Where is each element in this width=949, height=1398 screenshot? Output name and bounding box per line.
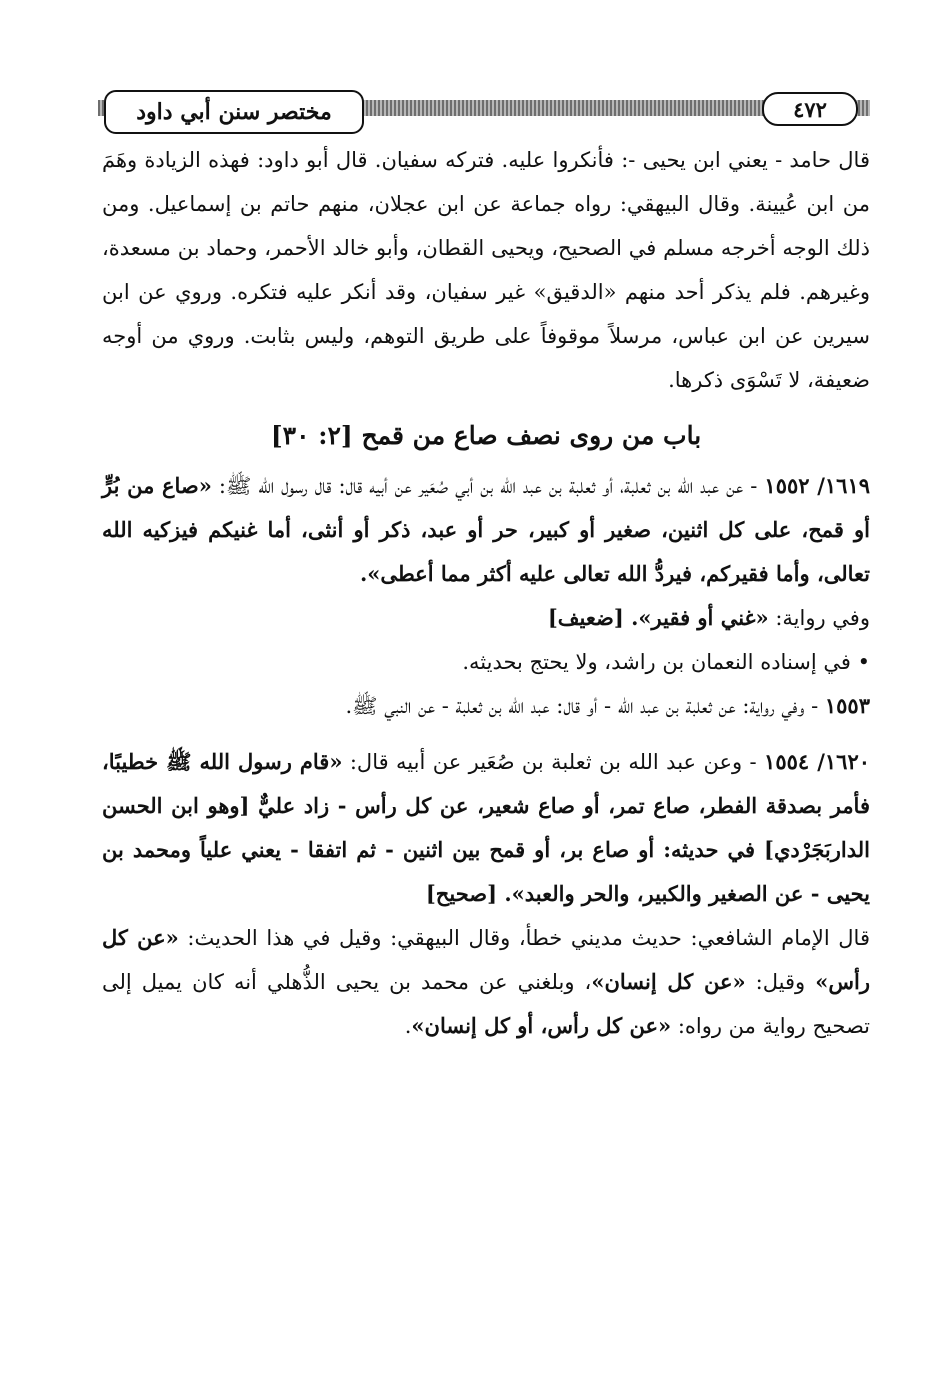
hadith-number: ١٥٥٣ [824,693,870,718]
quote-segment: «عن كل رأس» [102,925,870,994]
text-segment: ، وبلغني عن محمد بن يحيى الذُّهلي أنه كان يميل إلى تصحيح رواية من رواه: [102,970,870,1038]
isnad-note: • في إسناده النعمان بن راشد، ولا يحتج بحديثه. [462,650,870,674]
book-title: مختصر سنن أبي داود [104,90,364,134]
riwaya-text: «غني أو فقير». [ضعيف] [547,605,769,630]
text-segment: قال الإمام الشافعي: حديث مديني خطأ، وقال البيهقي: وقيل في هذا الحديث: [178,926,870,950]
hadith-1553 [102,684,870,728]
text-segment: وقيل: [745,970,816,994]
hadith-text: - وفي رواية: عن ثعلبة بن عبد الله - أو قال: عبد الله بن ثعلبة - عن النبي ﷺ. [345,694,825,718]
paragraph-final [102,916,870,1048]
hadith-text: «قام رسول الله ﷺ خطيبًا، فأمر بصدقة الفطر، صاع تمر، أو صاع شعير، عن كل رأس - زاد عليٌّ [وهو ابن الحسن الداربَجَرْدي] في حديثه: أو صاع بر، أو قمح بين اثنين - ثم اتفقا - يعني علياً ومحمد بن يحيى - عن الصغير والكبير، والحر والعبد». [صحيح] [102,749,870,906]
page-content [102,138,870,1048]
quote-segment: «عن كل إنسان» [591,969,746,994]
paragraph-commentary: قال حامد - يعني ابن يحيى -: فأنكروا عليه. فتركه سفيان. قال أبو داود: فهذه الزيادة وهَمَ من ابن عُيينة. وقال البيهقي: رواه جماعة عن ابن عجلان، منهم حاتم بن إسماعيل. ومن ذلك الوجه أخرجه مسلم في الصحيح، ويحيى القطان، وأبو خالد الأحمر، وحماد بن مسعدة، وغيرهم. فلم يذكر أحد منهم «الدقيق» غير سفيان، وقد أنكر عليه فتكره. وروي عن ابن سيرين عن ابن عباس، مرسلاً موقوفاً على طريق التوهم، وليس بثابت. وروي من أوجه ضعيفة، لا تَسْوَى ذكرها. [102,148,870,392]
chapter-heading: باب من روى نصف صاع من قمح [٢: ٣٠] [270,421,702,450]
hadith-number: ١٦١٩/ ١٥٥٢ [764,473,871,498]
running-header [98,94,870,130]
riwaya-label: وفي رواية: [768,606,870,630]
hadith-1619 [102,464,870,596]
quote-segment: «عن كل رأس، أو كل إنسان» [411,1013,672,1038]
riwaya-line [102,596,870,640]
hadith-chain: - وعن عبد الله بن ثعلبة بن صُعَير عن أبيه قال: [342,750,765,774]
page-number: ٤٧٢ [762,92,858,126]
hadith-1620 [102,740,870,916]
hadith-number: ١٦٢٠/ ١٥٥٤ [764,749,871,774]
hadith-text: «صاع من بُرٍّ أو قمح، على كل اثنين، صغير أو كبير، حر أو عبد، ذكر أو أنثى، أما غنيكم فيزكيه الله تعالى، وأما فقيركم، فيردُّ الله تعالى عليه أكثر مما أعطى». [102,473,870,586]
text-segment: . [404,1014,412,1038]
hadith-chain: - عن عبد الله بن ثعلبة، أو ثعلبة بن عبد الله بن أبي صُعَير عن أبيه قال: قال رسول الله ﷺ: [211,474,765,498]
